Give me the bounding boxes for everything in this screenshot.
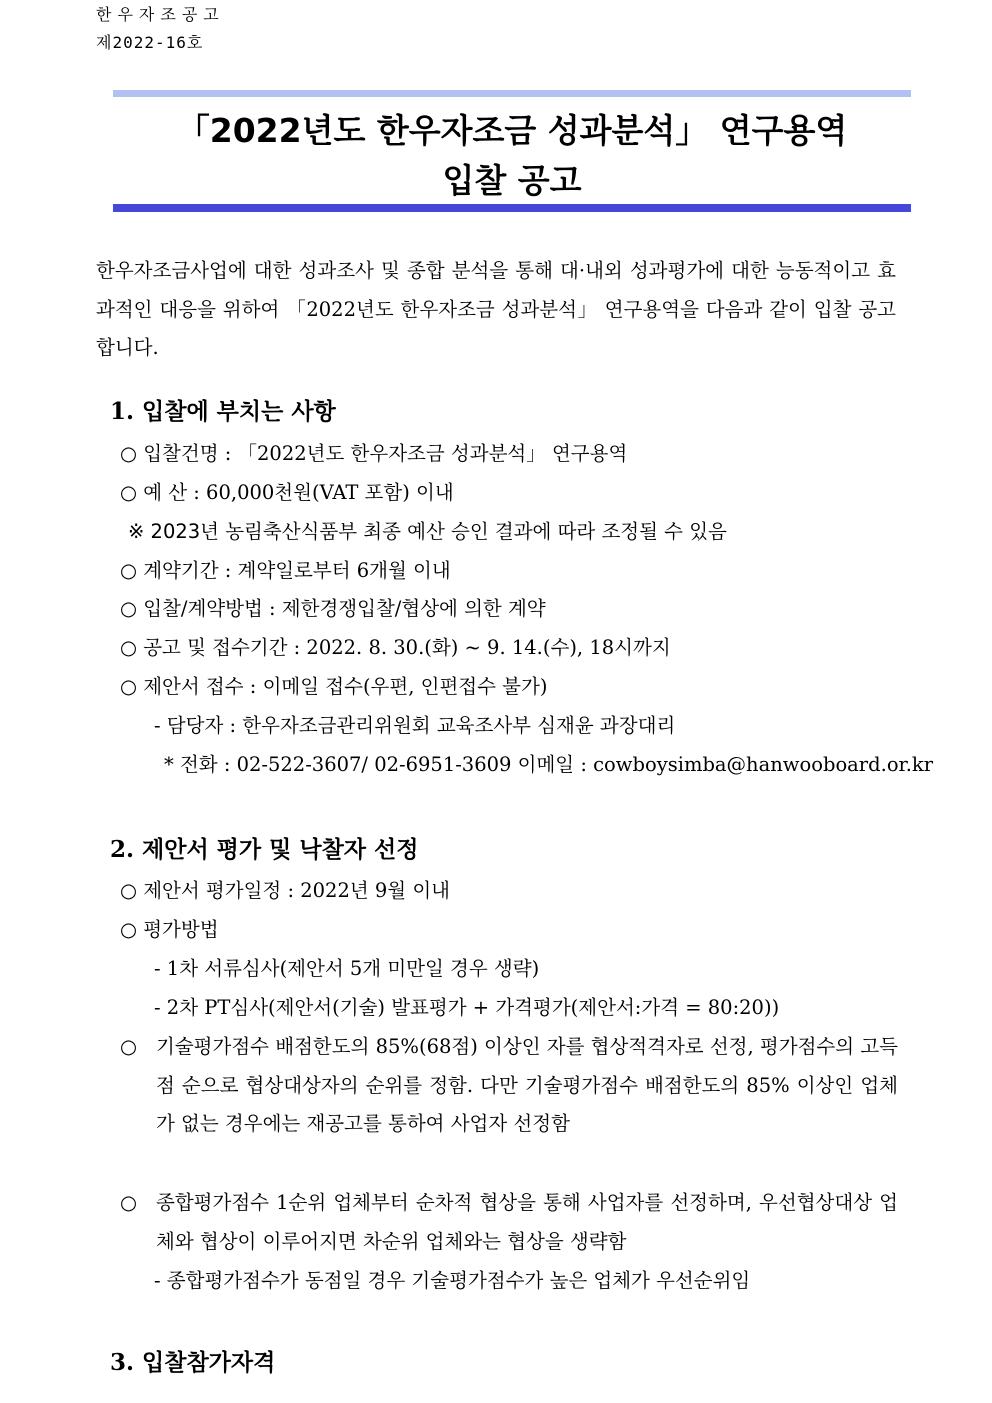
intro-paragraph: 한우자조금사업에 대한 성과조사 및 종합 분석을 통해 대·내외 성과평가에 대한 능동적이고 효과적인 대응을 위하여 「2022년도 한우자조금 성과분석」 연구용역을 다음과 같이 입찰 공고합니다. <box>96 259 896 359</box>
evaluation-method-item: ○ 평가방법 <box>120 918 219 941</box>
page-subtitle: 입찰 공고 <box>442 161 582 200</box>
technical-score-paragraph <box>120 1028 898 1144</box>
section-3-heading: 3. 입찰참가자격 <box>110 1349 276 1376</box>
bid-name-item: ○ 입찰건명 : 「2022년도 한우자조금 성과분석」 연구용역 <box>120 442 628 465</box>
application-period-item: ○ 공고 및 접수기간 : 2022. 8. 30.(화) ~ 9. 14.(수), 18시까지 <box>120 636 671 659</box>
technical-score-text: 기술평가점수 배점한도의 85%(68점) 이상인 자를 협상적격자로 선정, 평가점수의 고득점 순으로 협상대상자의 순위를 정함. 다만 기술평가점수 배점한도의 85% 이상인 업체가 없는 경우에는 재공고를 통하여 사업자 선정함 <box>156 1035 898 1136</box>
title-top-band <box>113 90 911 97</box>
contact-person: - 담당자 : 한우자조금관리위원회 교육조사부 심재윤 과장대리 <box>154 714 676 737</box>
document-number: 제2022-16호 <box>96 33 204 52</box>
overall-score-paragraph <box>120 1184 898 1261</box>
org-code: 한우자조공고 <box>96 5 225 24</box>
contact-info: * 전화 : 02-522-3607/ 02-6951-3609 이메일 : cowboysimba@hanwooboard.or.kr <box>164 753 934 776</box>
tie-break-note: - 종합평가점수가 동점일 경우 기술평가점수가 높은 업체가 우선순위임 <box>154 1269 751 1292</box>
budget-note: ※ 2023년 농림축산식품부 최종 예산 승인 결과에 따라 조정될 수 있음 <box>128 520 727 543</box>
title-bottom-band <box>113 204 911 212</box>
bullet-mark: ○ <box>120 1191 138 1214</box>
second-review-item: - 2차 PT심사(제안서(기술) 발표평가 + 가격평가(제안서:가격 = 80:20)) <box>154 996 780 1019</box>
contract-method-item: ○ 입찰/계약방법 : 제한경쟁입찰/협상에 의한 계약 <box>120 597 546 620</box>
contract-period-item: ○ 계약기간 : 계약일로부터 6개월 이내 <box>120 559 451 582</box>
proposal-submission-item: ○ 제안서 접수 : 이메일 접수(우편, 인편접수 불가) <box>120 675 548 698</box>
bullet-mark: ○ <box>120 1035 138 1058</box>
section-1-heading: 1. 입찰에 부치는 사항 <box>110 398 336 425</box>
section-2-heading: 2. 제안서 평가 및 낙찰자 선정 <box>110 836 419 863</box>
first-review-item: - 1차 서류심사(제안서 5개 미만일 경우 생략) <box>154 957 540 980</box>
overall-score-text: 종합평가점수 1순위 업체부터 순차적 협상을 통해 사업자를 선정하며, 우선협상대상 업체와 협상이 이루어지면 차순위 업체와는 협상을 생략함 <box>156 1191 898 1253</box>
budget-item: ○ 예 산 : 60,000천원(VAT 포함) 이내 <box>120 481 454 504</box>
evaluation-schedule-item: ○ 제안서 평가일정 : 2022년 9월 이내 <box>120 879 451 902</box>
page-title: 「2022년도 한우자조금 성과분석」 연구용역 <box>176 111 848 150</box>
